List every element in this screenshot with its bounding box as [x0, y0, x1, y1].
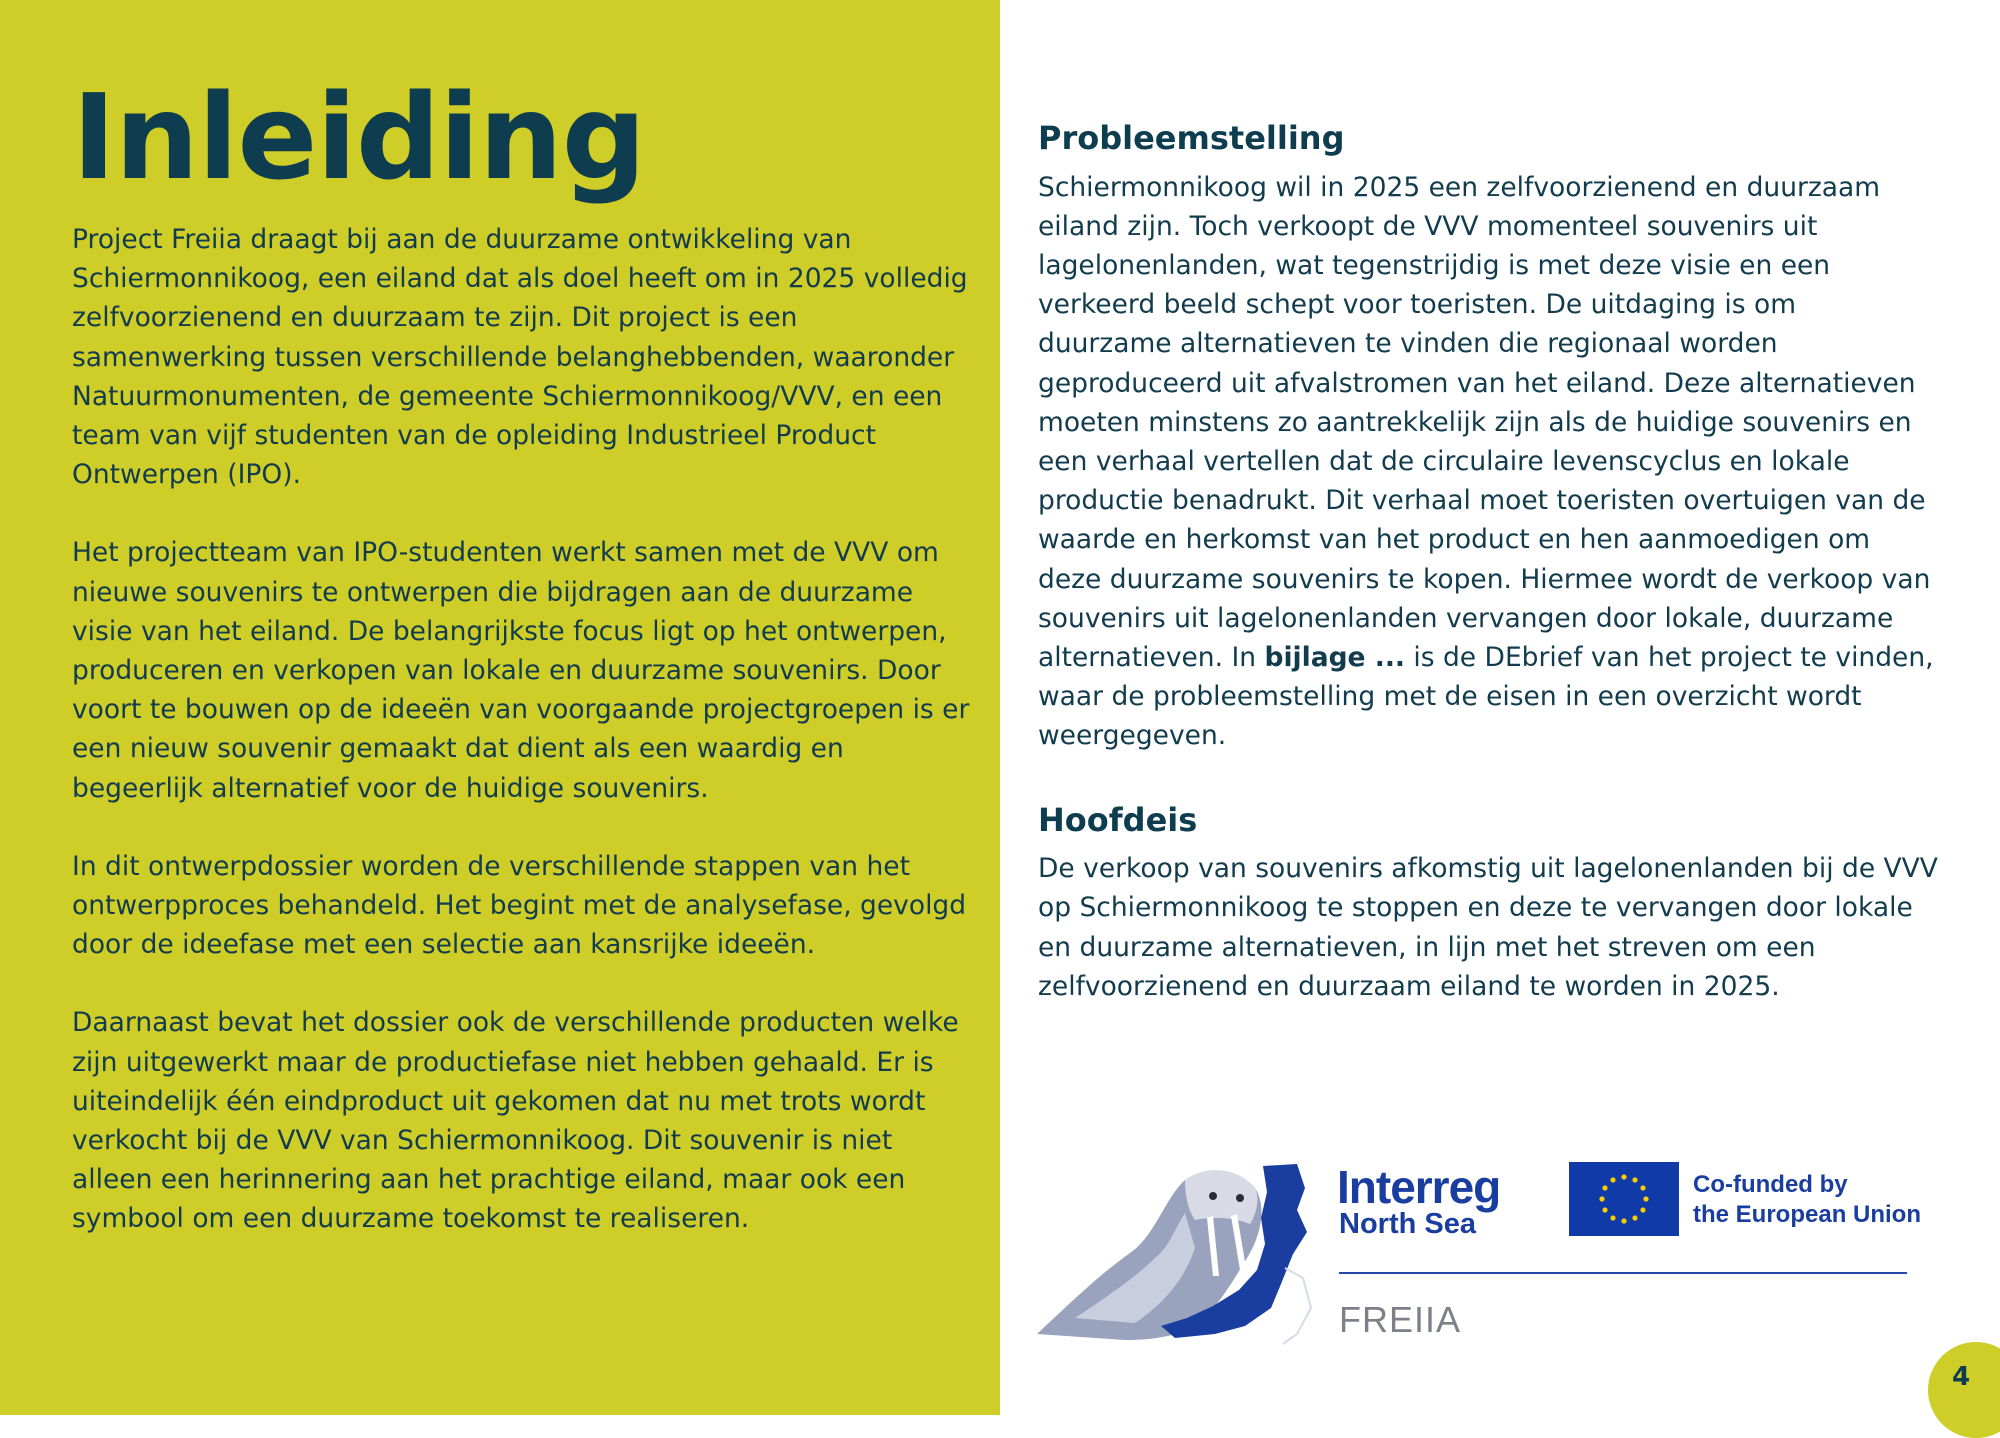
probleemstelling-text — [1038, 168, 1938, 756]
north-sea-wordmark: North Sea — [1339, 1208, 1476, 1240]
left-panel — [0, 0, 1000, 1415]
intro-paragraph-1: Project Freiia draagt bij aan de duurzame ontwikkeling van Schiermonnikoog, een eiland dat als doel heeft om in 2025 volledig zelfvoorzienend en duurzaam te zijn. Dit project is een samenwerking tussen verschillende belanghebbenden, waaronder Natuurmonumenten, de gemeente Schiermonnikoog/VVV, en een team van vijf studenten van de opleiding Industrieel Product Ontwerpen (IPO). — [72, 224, 968, 491]
walrus-map-logo-icon — [1035, 1158, 1325, 1348]
freiia-wordmark: FREIIA — [1339, 1299, 1462, 1340]
probleemstelling-text-end: is de DEbrief van het project te vinden, waar de probleemstelling met de eisen in een overzicht wordt weergegeven. — [1038, 642, 1934, 752]
intro-paragraph-2: Het projectteam van IPO-studenten werkt samen met de VVV om nieuwe souvenirs te ontwerpen die bijdragen aan de duurzame visie van het eiland. De belangrijkste focus ligt op het ontwerpen, produceren en verkopen van lokale en duurzame souvenirs. Door voort te bouwen op de ideeën van voorgaande projectgroepen is er een nieuw souvenir gemaakt dat dient als een waardig en begeerlijk alternatief voor de huidige souvenirs. — [72, 537, 970, 804]
eu-flag-icon — [1569, 1162, 1679, 1236]
right-column — [1038, 118, 1938, 1006]
interreg-wordmark: Interreg — [1337, 1161, 1501, 1213]
cofunded-line-2: the European Union — [1693, 1201, 1921, 1228]
hoofdeis-text: De verkoop van souvenirs afkomstig uit lagelonenlanden bij de VVV op Schiermonnikoog te stoppen en deze te vervangen door lokale en duurzame alternatieven, in lijn met het streven om een zelfvoorzienend en duurzaam eiland te worden in 2025. — [1038, 853, 1938, 1002]
logo-area — [1035, 1158, 1935, 1348]
page-title: Inleiding — [72, 68, 646, 206]
cofunded-text — [1693, 1170, 1921, 1230]
logo-divider — [1339, 1272, 1907, 1274]
cofunded-line-1: Co-funded by — [1693, 1171, 1848, 1198]
probleemstelling-heading: Probleemstelling — [1038, 119, 1345, 157]
intro-text — [72, 220, 972, 1278]
probleemstelling-text-start: Schiermonnikoog wil in 2025 een zelfvoorzienend en duurzaam eiland zijn. Toch verkoopt de VVV momenteel souvenirs uit lagelonenlanden, wat tegenstrijdig is met deze visie en een verkeerd beeld schept voor toeristen. De uitdaging is om duurzame alternatieven te vinden die regionaal worden geproduceerd uit afvalstromen van het eiland. Deze alternatieven moeten minstens zo aantrekkelijk zijn als de huidige souvenirs en een verhaal vertellen dat de circulaire levenscyclus en lokale productie benadrukt. Dit verhaal moet toeristen overtuigen van de waarde en herkomst van het product en hen aanmoedigen om deze duurzame souvenirs te kopen. Hiermee wordt de verkoop van souvenirs uit lagelonenlanden vervangen door lokale, duurzame alternatieven. In — [1038, 171, 1931, 674]
intro-paragraph-3: In dit ontwerpdossier worden de verschillende stappen van het ontwerpproces behandeld. Het begint met de analysefase, gevolgd door de ideefase met een selectie aan kansrijke ideeën. — [72, 850, 967, 961]
hoofdeis-heading: Hoofdeis — [1038, 800, 1198, 839]
intro-paragraph-4: Daarnaast bevat het dossier ook de verschillende producten welke zijn uitgewerkt maar de productiefase niet hebben gehaald. Er is uiteindelijk één eindproduct uit gekomen dat nu met trots wordt verkocht bij de VVV van Schiermonnikoog. Dit souvenir is niet alleen een herinnering aan het prachtige eiland, maar ook een symbool om een duurzame toekomst te realiseren. — [72, 1007, 959, 1235]
bijlage-reference: bijlage ... — [1264, 642, 1405, 674]
page-number: 4 — [1952, 1362, 1971, 1392]
